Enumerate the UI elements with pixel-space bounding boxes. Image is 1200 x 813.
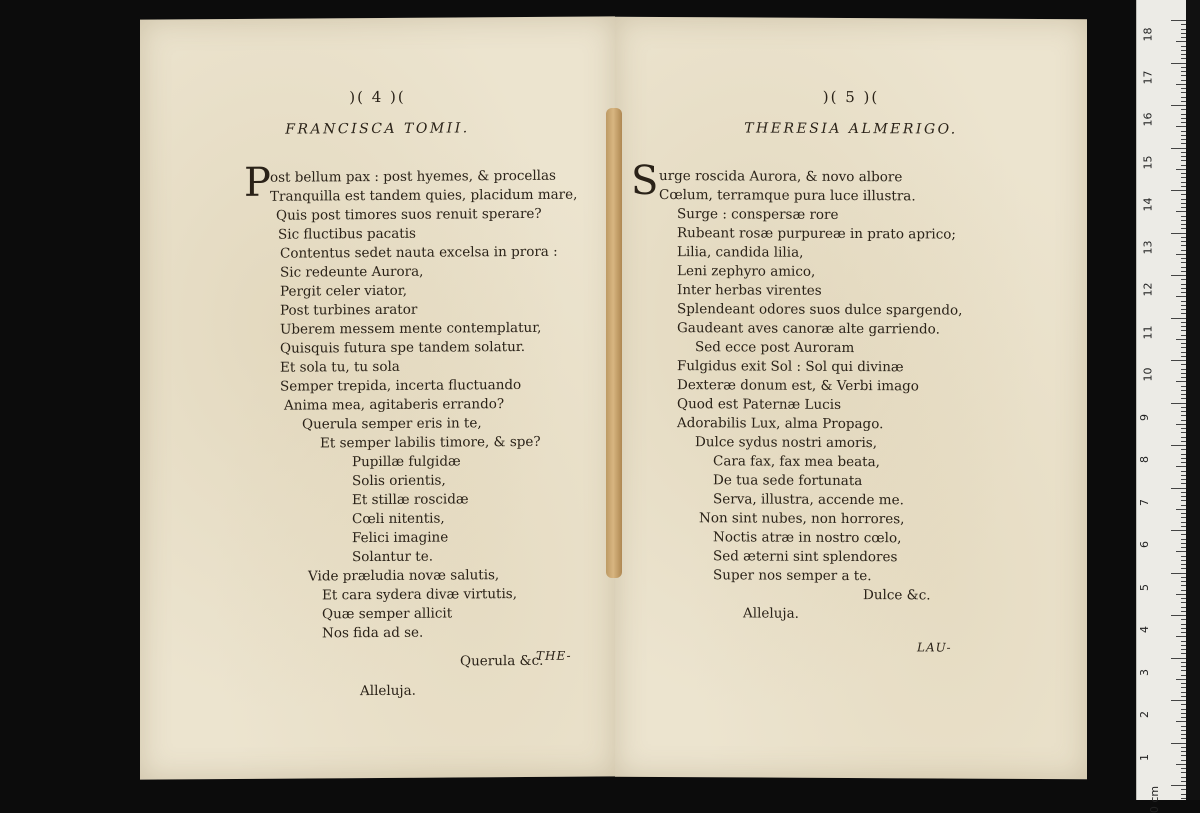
verse-line: Fulgidus exit Sol : Sol qui divinæ: [677, 358, 904, 376]
ruler-tick: [1171, 360, 1187, 361]
verse-line: Noctis atræ in nostro cœlo,: [713, 529, 902, 547]
verse-line: Inter herbas virentes: [677, 282, 822, 299]
catchword: LAU-: [917, 640, 952, 655]
verse-line: Semper trepida, incerta fluctuando: [280, 376, 522, 395]
verse-line: Et sola tu, tu sola: [280, 358, 400, 376]
ruler-tick: [1171, 530, 1187, 531]
ruler-number: 11: [1141, 325, 1155, 339]
ruler-number: 15: [1141, 155, 1155, 169]
ruler-number: 18: [1141, 27, 1155, 42]
ruler-tick: [1171, 700, 1187, 701]
book-spine: [606, 108, 622, 578]
ruler-number: 12: [1141, 282, 1155, 297]
ruler-number: 8: [1138, 456, 1151, 463]
verse-line: Sed æterni sint splendores: [713, 548, 898, 566]
ruler-tick: [1171, 233, 1187, 234]
right-page: [615, 17, 1087, 779]
verse-line: Cœlum, terramque pura luce illustra.: [659, 186, 916, 205]
ruler-number: 2: [1138, 711, 1151, 718]
open-book: [140, 18, 1090, 780]
verse-line: Felici imagine: [352, 529, 449, 547]
verse-line: Pupillæ fulgidæ: [352, 453, 461, 471]
ruler-number: 16: [1141, 112, 1155, 127]
ruler-tick: [1171, 148, 1187, 149]
verse-line: Post turbines arator: [280, 301, 418, 319]
page-number: )( 4 )(: [349, 87, 406, 107]
verse-line: Sic fluctibus pacatis: [278, 225, 416, 243]
ruler-edge: [1186, 0, 1200, 800]
verse-line: Quod est Paternæ Lucis: [677, 396, 841, 413]
verse-line: Gaudeant aves canoræ alte garriendo.: [677, 320, 940, 338]
verse-line: ost bellum pax : post hyemes, & procellas: [270, 167, 556, 186]
ruler-tick: [1171, 275, 1187, 276]
measurement-ruler: [1136, 0, 1187, 813]
ruler-tick: [1171, 658, 1187, 659]
verse-line: Tranquilla est tandem quies, placidum mare,: [270, 186, 578, 205]
verse-block: [615, 157, 1087, 622]
ruler-tick: [1171, 403, 1187, 404]
verse-line: Querula semper eris in te,: [302, 415, 482, 433]
verse-line: Solis orientis,: [352, 472, 446, 490]
ruler-number: 0 cm: [1148, 785, 1162, 813]
verse-line: Querula &c.: [460, 652, 544, 670]
verse-line: Uberem messem mente contemplatur,: [280, 319, 542, 338]
verse-line: Leni zephyro amico,: [677, 263, 816, 280]
verse-line: Splendeant odores suos dulce spargendo,: [677, 301, 963, 319]
page-number: )( 5 )(: [822, 87, 880, 107]
verse-line: Sed ecce post Auroram: [695, 339, 855, 357]
verse-line: Quisquis futura spe tandem solatur.: [280, 338, 526, 357]
left-page: [140, 16, 615, 779]
verse-line: Surge : conspersæ rore: [677, 206, 839, 223]
ruler-tick: [1171, 318, 1187, 319]
section-heading: FRANCISCA TOMII.: [285, 120, 470, 138]
verse-line: Dexteræ donum est, & Verbi imago: [677, 377, 919, 395]
verse-line: Pergit celer viator,: [280, 282, 408, 300]
ruler-number: 14: [1141, 197, 1155, 212]
ruler-number: 4: [1138, 626, 1151, 633]
verse-line: De tua sede fortunata: [713, 472, 863, 490]
verse-line: Et stillæ roscidæ: [352, 491, 469, 509]
verse-line: Non sint nubes, non horrores,: [699, 510, 905, 528]
verse-line: Dulce &c.: [863, 587, 931, 604]
verse-line: Et cara sydera divæ virtutis,: [322, 586, 517, 604]
ruler-number: 13: [1141, 240, 1155, 254]
verse-line: Cœli nitentis,: [352, 510, 445, 528]
ruler-tick: [1171, 105, 1187, 106]
section-heading: THERESIA ALMERIGO.: [744, 120, 958, 138]
verse-line: Nos fida ad se.: [322, 624, 424, 642]
ruler-tick: [1171, 573, 1187, 574]
ruler-tick: [1171, 63, 1187, 64]
ruler-tick: [1171, 743, 1187, 744]
verse-line: urge roscida Aurora, & novo albore: [659, 167, 903, 186]
ruler-number: 17: [1141, 70, 1155, 84]
verse-line: Adorabilis Lux, alma Propago.: [677, 415, 884, 433]
ruler-tick: [1171, 445, 1187, 446]
ruler-tick: [1171, 488, 1187, 489]
verse-line: Solantur te.: [352, 548, 434, 566]
ruler-tick: [1171, 785, 1187, 786]
verse-line: Alleluja.: [743, 605, 799, 622]
verse-line: Rubeant rosæ purpureæ in prato aprico;: [677, 225, 956, 243]
verse-line: Serva, illustra, accende me.: [713, 491, 904, 509]
verse-line: Super nos semper a te.: [713, 567, 872, 585]
ruler-tick: [1171, 615, 1187, 616]
catchword: THE-: [536, 648, 572, 663]
ruler-number: 9: [1138, 413, 1151, 421]
ruler-number: 3: [1138, 668, 1151, 676]
verse-line: Anima mea, agitaberis errando?: [284, 396, 505, 414]
ruler-number: 7: [1138, 498, 1151, 506]
verse-line: Quæ semper allicit: [322, 605, 453, 623]
verse-line: Alleluja.: [360, 682, 416, 700]
verse-line: Contentus sedet nauta excelsa in prora :: [280, 243, 558, 262]
ruler-number: 1: [1138, 753, 1151, 761]
ruler-number: 6: [1138, 541, 1151, 548]
verse-line: Quis post timores suos renuit sperare?: [276, 205, 542, 224]
verse-line: Vide præludia novæ salutis,: [308, 567, 500, 585]
verse-line: Et semper labilis timore, & spe?: [320, 433, 541, 452]
drop-cap: P: [244, 159, 271, 206]
verse-line: Cara fax, fax mea beata,: [713, 453, 880, 471]
verse-line: Sic redeunte Aurora,: [280, 263, 424, 281]
verse-line: Dulce sydus nostri amoris,: [695, 434, 877, 452]
drop-cap: S: [631, 157, 659, 204]
ruler-number: 5: [1138, 583, 1151, 591]
ruler-tick: [1171, 190, 1187, 191]
ruler-number: 10: [1141, 367, 1155, 382]
ruler-tick: [1171, 20, 1187, 21]
verse-line: Lilia, candida lilia,: [677, 244, 804, 261]
